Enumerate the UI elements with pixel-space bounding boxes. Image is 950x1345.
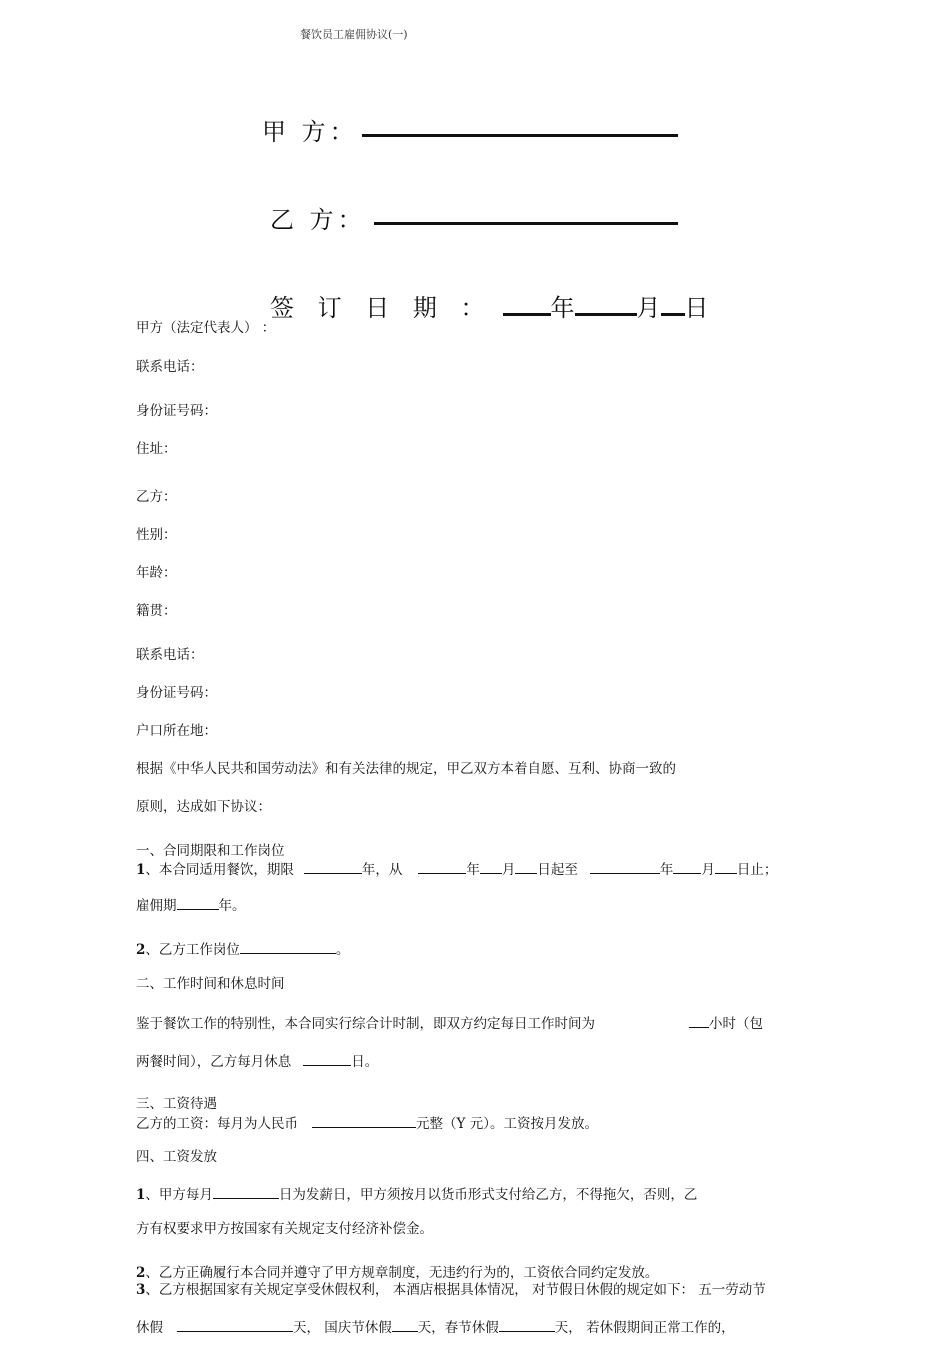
clause-1-2: 2、乙方工作岗位 。: [136, 942, 350, 958]
clause-4-1-cont: 方有权要求甲方按国家有关规定支付经济补偿金。: [136, 1221, 433, 1237]
spring-festival-days-blank[interactable]: [499, 1318, 555, 1332]
employment-years-blank[interactable]: [177, 896, 219, 910]
national-day-days-blank[interactable]: [392, 1318, 418, 1332]
payday-blank[interactable]: [213, 1185, 279, 1199]
sign-month-blank[interactable]: [575, 293, 637, 316]
party-b-hukou-field: 户口所在地：: [136, 723, 217, 739]
section-2-para-1: 鉴于餐饮工作的特别性，本合同实行综合计时制，即双方约定每日工作时间为 小时（包: [136, 1016, 763, 1032]
start-day-blank[interactable]: [515, 860, 537, 874]
party-a-label: 甲 方：: [262, 118, 358, 146]
party-b-label: 乙 方：: [270, 206, 366, 234]
party-b-gender-field: 性别：: [136, 527, 177, 543]
party-a-legal-rep-field: 甲方（法定代表人） ：: [136, 320, 276, 336]
end-year-blank[interactable]: [590, 860, 660, 874]
document-header: 餐饮员工雇佣协议(一): [300, 28, 408, 41]
start-year-blank[interactable]: [418, 860, 466, 874]
section-1-title: 一、合同期限和工作岗位: [136, 843, 285, 859]
sign-day-blank[interactable]: [661, 293, 685, 316]
clause-4-2: 2、乙方正确履行本合同并遵守了甲方规章制度，无违约行为的，工资依合同约定发放。: [136, 1265, 659, 1281]
monthly-salary-blank[interactable]: [312, 1114, 416, 1128]
sign-day-label: 日: [684, 294, 709, 322]
party-b-phone-field: 联系电话：: [136, 647, 204, 663]
daily-hours-blank[interactable]: [689, 1014, 709, 1028]
party-b-native-field: 籍贯：: [136, 603, 177, 619]
labor-day-days-blank[interactable]: [177, 1318, 293, 1332]
sign-year-label: 年: [550, 294, 575, 322]
sign-month-label: 月: [636, 294, 661, 322]
party-a-id-field: 身份证号码：: [136, 403, 217, 419]
party-b-age-field: 年龄：: [136, 565, 177, 581]
party-a-blank[interactable]: [362, 134, 678, 137]
section-3-para-1: 乙方的工资：每月为人民币 元整（Y 元）。工资按月发放。: [136, 1116, 598, 1132]
party-b-blank[interactable]: [374, 222, 678, 225]
monthly-rest-days-blank[interactable]: [303, 1052, 351, 1066]
end-day-blank[interactable]: [715, 860, 737, 874]
clause-1-1: 1、本合同适用餐饮，期限 年，从 年 月 日起至 年 月 日止；: [136, 862, 778, 878]
section-2-title: 二、工作时间和休息时间: [136, 976, 285, 992]
party-a-address-field: 住址：: [136, 441, 177, 457]
clause-4-1: 1、甲方每月 日为发薪日，甲方须按月以货币形式支付给乙方，不得拖欠，否则，乙: [136, 1187, 698, 1203]
intro-line-1: 根据《中华人民共和国劳动法》和有关法律的规定，甲乙双方本着自愿、互利、协商一致的: [136, 761, 676, 777]
start-month-blank[interactable]: [480, 860, 502, 874]
sign-date-line: [270, 288, 709, 323]
job-position-blank[interactable]: [240, 940, 336, 954]
party-b-name-field: 乙方：: [136, 489, 177, 505]
clause-1-1-cont: 雇佣期 年。: [136, 898, 246, 914]
section-2-para-2: 两餐时间），乙方每月休息 日。: [136, 1054, 379, 1070]
section-3-title: 三、工资待遇: [136, 1096, 217, 1112]
term-years-blank[interactable]: [304, 860, 362, 874]
end-month-blank[interactable]: [673, 860, 701, 874]
party-a-phone-field: 联系电话：: [136, 359, 204, 375]
clause-4-3: 3、乙方根据国家有关规定享受休假权利， 本酒店根据具体情况， 对节假日休假的规定如下： 五一劳动节: [136, 1282, 766, 1298]
sign-year-blank[interactable]: [503, 293, 551, 316]
clause-4-3-cont: 休假 天， 国庆节休假 天，春节休假 天， 若休假期间正常工作的，: [136, 1320, 735, 1336]
intro-line-2: 原则，达成如下协议：: [136, 799, 271, 815]
party-b-id-field: 身份证号码：: [136, 685, 217, 701]
sign-date-label: 签 订 日 期 ：: [270, 294, 493, 322]
section-4-title: 四、工资发放: [136, 1149, 217, 1165]
